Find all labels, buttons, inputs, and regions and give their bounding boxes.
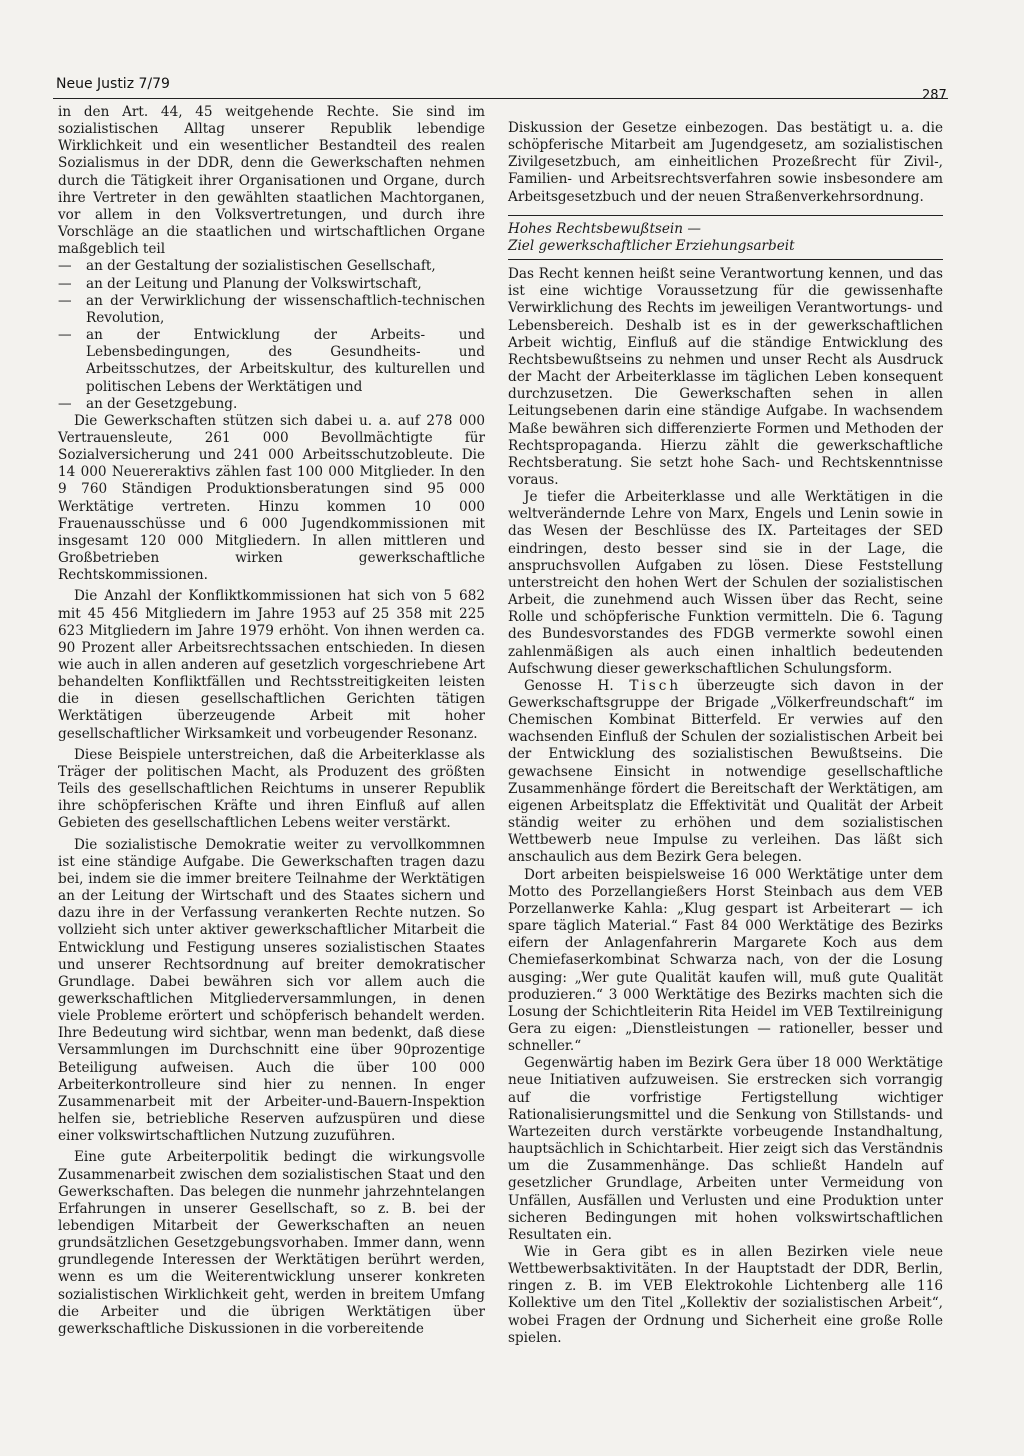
- paragraph-text: überzeugte sich davon in der Gewerkschaftsgruppe der Brigade „Völkerfreundschaft“ im Chemischen Kombinat Bitterfeld. Er verwies auf den wachsenden Einfluß der Schulen der sozialistischen Arbeit bei der Entwicklung des sozialistischen Bewußtseins. Die gewachsene Einsicht in notwendige gesellschaftliche Zusammenhänge fördert die Bereitschaft der Werktätigen, am eigenen Arbeitsplatz die Effektivität und Qualität der Arbeit ständig weiter zu erhöhen und dem sozialistischen Wettbewerb neue Impulse zu verleihen. Das läßt sich anschaulich aus dem Bezirk Gera belegen.: [508, 677, 943, 866]
- list-item: — an der Gesetzgebung.: [58, 396, 485, 413]
- paragraph: in den Art. 44, 45 weitgehende Rechte. Sie sind im sozialistischen Alltag unserer Republik lebendige Wirklichkeit und ein wesentlicher Bestandteil des realen Sozialismus in der DDR, denn die Gewerkschaften nehmen durch die Tätigkeit ihrer Organisationen und Organe, durch ihre Vertreter in den gewählten staatlichen Machtorganen, vor allem in den Volksvertretungen, und durch ihre Vorschläge an die staatlichen und wirtschaftlichen Organe maßgeblich teil: [58, 104, 485, 258]
- left-column: [58, 104, 485, 1338]
- right-column: [508, 120, 943, 1347]
- header-rule: [53, 98, 948, 99]
- list-item: — an der Verwirklichung der wissenschaftlich-technischen Revolution,: [58, 293, 485, 327]
- paragraph: Das Recht kennen heißt seine Verantwortung kennen, und das ist eine wichtige Voraussetzung für die gewissenhafte Verwirklichung des Rechts im jeweiligen Verantwortungs- und Lebensbereich. Deshalb ist es in der gewerkschaftlichen Arbeit wichtig, Einfluß auf die ständige Entwicklung des Rechtsbewußtseins zu nehmen und unser Recht als Ausdruck der Macht der Arbeiterklasse im täglichen Leben konsequent durchzusetzen. Die Gewerkschaften sehen in allen Leitungsebenen darin eine ständige Aufgabe. In wachsendem Maße bewähren sich differenzierte Formen und Methoden der Rechtspropaganda. Hierzu zählt die gewerkschaftliche Rechtsberatung. Sie setzt hohe Sach- und Rechtskenntnisse voraus.: [508, 266, 943, 488]
- section-heading-line: Ziel gewerkschaftlicher Erziehungsarbeit: [508, 237, 795, 254]
- paragraph: Die Gewerkschaften stützen sich dabei u. a. auf 278 000 Vertrauensleute, 261 000 Bevollmächtigte für Sozialversicherung und 241 000 Arbeitsschutzobleute. Die 14 000 Neuereraktivs zählen fast 100 000 Mitglieder. In den 9 760 Ständigen Produktionsberatungen sind 95 000 Werktätige vertreten. Hinzu kommen 10 000 Frauenausschüsse und 6 000 Jugendkommissionen mit insgesamt 120 000 Mitgliedern. In allen mittleren und Großbetrieben wirken gewerkschaftliche Rechtskommissionen.: [58, 412, 485, 584]
- person-name: Tisch: [629, 677, 682, 694]
- paragraph: Die sozialistische Demokratie weiter zu vervollkommnen ist eine ständige Aufgabe. Die Gewerkschaften tragen dazu bei, indem sie die immer breitere Teilnahme der Werktätigen an der Leitung der Wirtschaft und des Staates sichern und dazu ihre in der Verfassung verankerten Rechte nutzen. So vollzieht sich unter aktiver gewerkschaftlicher Mitarbeit die Entwicklung und Festigung unseres sozialistischen Staates und unserer Rechtsordnung auf breiter demokratischer Grundlage. Dabei bewähren sich vor allem auch die gewerkschaftlichen Mitgliederversammlungen, in denen viele Probleme erörtert und schöpferisch behandelt werden. Ihre Bedeutung wird sichtbar, wenn man bedenkt, daß diese Versammlungen im Durchschnitt eine über 90prozentige Beteiligung aufweisen. Auch die über 100 000 Arbeiterkontrolleure sind hier zu nennen. In enger Zusammenarbeit mit der Arbeiter-und-Bauern-Inspektion helfen sie, betriebliche Reserven aufzuspüren und diese einer volkswirtschaftlichen Nutzung zuzuführen.: [58, 836, 485, 1145]
- list-item: — an der Gestaltung der sozialistischen Gesellschaft,: [58, 258, 485, 275]
- section-heading: [508, 216, 943, 259]
- paragraph-text: Genosse H.: [524, 677, 630, 694]
- paragraph: Die Anzahl der Konfliktkommissionen hat sich von 5 682 mit 45 456 Mitgliedern im Jahre 1953 auf 25 358 mit 225 623 Mitgliedern im Jahre 1979 erhöht. Von ihnen werden ca. 90 Prozent aller Arbeitsrechtssachen entschieden. In diesen wie auch in allen anderen auf gesetzlich vorgeschriebene Art behandelten Konfliktfällen und Rechtsstreitigkeiten leisten die in diesen gesellschaftlichen Gerichten tätigen Werktätigen überzeugende Arbeit mit hoher gesellschaftlicher Wirksamkeit und vorbeugender Resonanz.: [58, 588, 485, 742]
- page-number: 287: [922, 88, 947, 103]
- paragraph: Diskussion der Gesetze einbezogen. Das bestätigt u. a. die schöpferische Mitarbeit am Jugendgesetz, am sozialistischen Zivilgesetzbuch, am einheitlichen Prozeßrecht für Zivil-, Familien- und Arbeitsrechtsverfahren sowie insbesondere am Arbeitsgesetzbuch und der neuen Straßenverkehrsordnung.: [508, 120, 943, 205]
- paragraph: [508, 678, 943, 867]
- journal-title: Neue Justiz 7/79: [56, 76, 170, 92]
- participation-list: [58, 258, 485, 412]
- section-heading-line: Hohes Rechtsbewußtsein —: [508, 220, 701, 237]
- paragraph: Eine gute Arbeiterpolitik bedingt die wirkungsvolle Zusammenarbeit zwischen dem sozialistischen Staat und den Gewerkschaften. Das belegen die nunmehr jahrzehntelangen Erfahrungen in unserer Gesellschaft, so z. B. bei der lebendigen Mitarbeit der Gewerkschaften an neuen grundsätzlichen Gesetzgebungsvorhaben. Immer dann, wenn grundlegende Interessen der Werktätigen berührt werden, wenn es um die Weiterentwicklung unserer konkreten sozialistischen Wirklichkeit geht, werden in breitem Umfang die Arbeiter und die übrigen Werktätigen über gewerkschaftliche Diskussionen in die vorbereitende: [58, 1149, 485, 1337]
- paragraph: Gegenwärtig haben im Bezirk Gera über 18 000 Werktätige neue Initiativen aufzuweisen. Sie erstrecken sich vorrangig auf die vorfristige Fertigstellung wichtiger Rationalisierungsmittel und die Senkung von Stillstands- und Wartezeiten durch verstärkte vorbeugende Instandhaltung, hauptsächlich in Schichtarbeit. Hier zeigt sich das Verständnis um die Zusammenhänge. Das schließt Handeln auf gesetzlicher Grundlage, Arbeiten unter Vermeidung von Unfällen, Ausfällen und Verlusten und eine Produktion unter sicheren Bedingungen mit hohen volkswirtschaftlichen Resultaten ein.: [508, 1055, 943, 1243]
- list-item: — an der Leitung und Planung der Volkswirtschaft,: [58, 276, 485, 293]
- paragraph: Diese Beispiele unterstreichen, daß die Arbeiterklasse als Träger der politischen Macht, als Produzent des größten Teils des gesellschaftlichen Reichtums in unserer Republik ihre schöpferischen Kräfte und ihren Einfluß auf allen Gebieten des gesellschaftlichen Lebens weiter verstärkt.: [58, 746, 485, 832]
- paragraph: Wie in Gera gibt es in allen Bezirken viele neue Wettbewerbsaktivitäten. In der Hauptstadt der DDR, Berlin, ringen z. B. im VEB Elektrokohle Lichtenberg alle 116 Kollektive um den Titel „Kollektiv der sozialistischen Arbeit“, wobei Fragen der Ordnung und Sicherheit eine große Rolle spielen.: [508, 1244, 943, 1346]
- paragraph: Dort arbeiten beispielsweise 16 000 Werktätige unter dem Motto des Porzellangießers Horst Steinbach aus dem VEB Porzellanwerke Kahla: „Klug gespart ist Arbeiterart — ich spare täglich Material.“ Fast 84 000 Werktätige des Bezirks eifern der Anlagenfahrerin Margarete Koch aus dem Chemiefaserkombinat Schwarza nach, von der die Losung ausging: „Wer gute Qualität kaufen will, muß gute Qualität produzieren.“ 3 000 Werktätige des Bezirks machten sich die Losung der Schichtleiterin Rita Heidel im VEB Textilreinigung Gera zu eigen: „Dienstleistungen — rationeller, besser und schneller.“: [508, 866, 943, 1055]
- paragraph: Je tiefer die Arbeiterklasse und alle Werktätigen in die weltverändernde Lehre von Marx, Engels und Lenin sowie in das Wesen der Beschlüsse des IX. Parteitages der SED eindringen, desto besser sind sie in der Lage, die anspruchsvollen Aufgaben zu lösen. Diese Feststellung unterstreicht den hohen Wert der Schulen der sozialistischen Arbeit, die zunehmend auch Wissen über das Recht, seine Rolle und schöpferische Funktion vermitteln. Die 6. Tagung des Bundesvorstandes des FDGB vermerkte sowohl einen zahlenmäßigen als auch einen inhaltlich bedeutenden Aufschwung dieser gewerkschaftlichen Schulungsform.: [508, 489, 943, 677]
- list-item: — an der Entwicklung der Arbeits- und Lebensbedingungen, des Gesundheits- und Arbeitsschutzes, der Arbeitskultur, des kulturellen und politischen Lebens der Werktätigen und: [58, 327, 485, 396]
